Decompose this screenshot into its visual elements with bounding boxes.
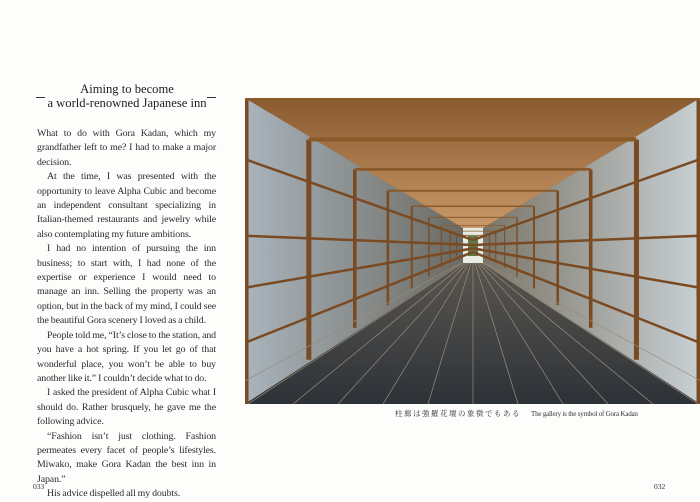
section-heading bbox=[38, 82, 216, 110]
paragraph: I asked the president of Alpha Cubic what I should do. Rather brusquely, he gave me the following advice. bbox=[37, 387, 216, 428]
caption-english: The gallery is the symbol of Gora Kadan bbox=[531, 410, 638, 418]
paragraph: I had no intention of pursuing the inn business; to start with, I had none of the expertise or experience I would need to manage an inn. Selling the property was an option, but in the back of my mind, I could see the beautiful Gora scenery I loved as a child. bbox=[37, 243, 216, 327]
paragraph: People told me, “It’s close to the station, and you have a hot spring. If you let go of that wonderful place, you won’t be able to buy another like it.” I couldn’t decide what to do. bbox=[37, 329, 216, 384]
paragraph: What to do with Gora Kadan, which my grandfather left to me? I had to make a major decision. bbox=[37, 128, 216, 168]
heading-line-2: a world-renowned Japanese inn bbox=[47, 96, 207, 110]
paragraph: At the time, I was presented with the opportunity to leave Alpha Cubic and become an independent consultant specializing in Italian-themed restaurants and jewelry while also contemplating my future ambitions. bbox=[37, 171, 216, 240]
heading-line-1: Aiming to become bbox=[80, 82, 174, 96]
body-text bbox=[37, 127, 216, 502]
page-number-right: 032 bbox=[654, 482, 666, 491]
page-number-left: 033 bbox=[33, 482, 45, 491]
paragraph: “Fashion isn’t just clothing. Fashion permeates every facet of people’s lifestyles. Miwako, make Gora Kadan the best inn in Japan.” bbox=[37, 430, 216, 485]
caption-japanese: 柱廊は強羅花壇の象徴でもある bbox=[395, 409, 521, 418]
photo-caption bbox=[395, 408, 638, 419]
paragraph: His advice dispelled all my doubts. bbox=[47, 488, 181, 500]
corridor-photo bbox=[245, 98, 700, 404]
